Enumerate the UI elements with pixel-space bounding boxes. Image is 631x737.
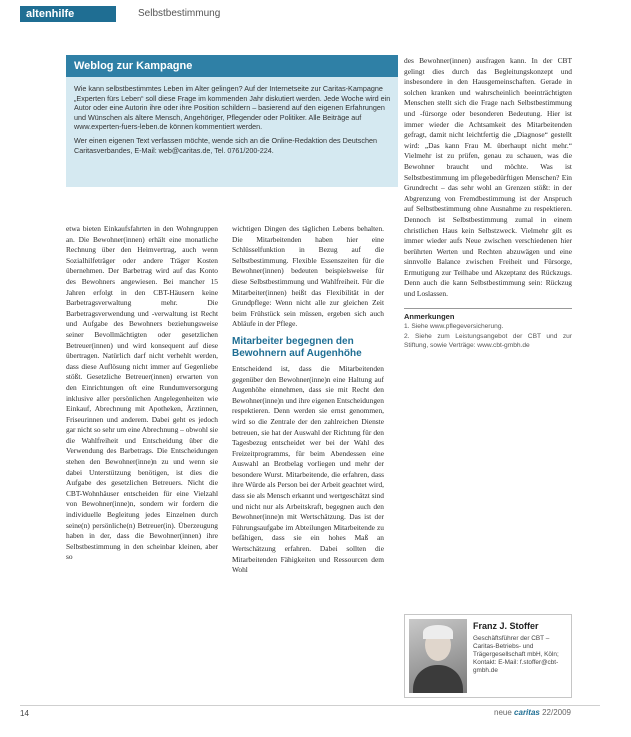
note-item: 1. Siehe www.pflegeversicherung.: [404, 323, 504, 331]
subheading: Mitarbeiter begegnen den Bewohnern auf Augenhöhe: [232, 335, 362, 359]
column-text: des Bewohner(innen) ausfragen kann. In der CBT gelingt dies durch das Begleitungskonzept und insbesondere in den Hausgemeinschaften. Gerade in solchen kranken und wahrscheinlich beeinträchtigten Menschen stellt sich die Frage nach Selbstbestimmung und -fürsorge oder besonderen Bedeutung. Hier ist immer wieder die Achtsamkeit des Mitarbeitenden gefragt, damit nicht leichtfertig die „Diagnose“ gestellt wird: „Das kann Frau M. überhaupt nicht mehr.“ Vielmehr ist zu prüfen, genau zu schauen, was die Bewohner braucht und möchte. Was ist Selbstbestimmung im pflegebedürftigen Menschen? Ein Grundrecht – das sehr wohl an Grenzen stößt: in der Abgrenzung von Fremdbestimmung ist der Anspruch auf Selbstbestimmung ohne Ausnahme zu respektieren. Dennoch ist Selbstbestimmung zumal in einem christlichen Haus kein Selbstzweck. Vielmehr gilt es immer wieder aufs Neue zwischen verschiedenen hier berührten Werten und Rechten abzuwägen und eine sinnvolle Balance zwischen Freiheit und Fürsorge, Ermutigung zur Teilhabe und Akzeptanz des Rückzugs. Denn auch die kann Selbstbestimmung sein: Rückzug und Loslassen.: [404, 56, 572, 299]
section-tag: altenhilfe: [20, 6, 116, 22]
publication-name: caritas: [514, 708, 540, 717]
page-number: 14: [20, 709, 29, 718]
publication-footer: [494, 708, 571, 717]
info-box-paragraph: Wie kann selbstbestimmtes Leben im Alter gelingen? Auf der Internetseite zur Caritas-Kampagne „Experten fürs Leben“ soll diese Frage im kommenden Jahr diskutiert werden. Jede Woche wird ein Autor oder eine Autorin ihre oder ihre Position schildern – basierend auf den eigenen Erfahrungen und Wünschen als ältere Mensch, Angehöriger, Pflegender oder Politiker. Alle Beiträge auf www.experten-fuers-leben.de können kommentiert werden.: [74, 84, 391, 132]
notes-list: [404, 322, 572, 351]
column-text: wichtigen Dingen des täglichen Lebens behalten. Die Mitarbeitenden haben hier eine Schlüsselfunktion in Bezug auf die Selbstbestimmung. Flexible Essenszeiten für die Bewohner(innen) bedeuten beispielsweise für diese Selbstbestimmung und Wahlfreiheit. Für die Mitarbeiter(innen) heißt das Flexibilität in der Grundpflege: Wenn nicht alle zur gleichen Zeit beim Frühstück sein müssen, ergeben sich auch Abläufe in der Pflege.: [232, 224, 384, 329]
page-header: [20, 6, 600, 22]
author-photo: [409, 619, 467, 693]
footer-divider: [20, 705, 600, 706]
article-column-2: [232, 224, 384, 576]
author-box: [404, 614, 572, 698]
info-box-body: [74, 84, 392, 159]
section-subtitle: Selbstbestimmung: [138, 8, 221, 19]
weblog-info-box: [66, 55, 398, 187]
notes-heading: Anmerkungen: [404, 308, 572, 323]
info-box-title: Weblog zur Kampagne: [66, 55, 398, 77]
column-text: Entscheidend ist, dass die Mitarbeitenden gegenüber den Bewohner(inne)n eine Haltung auf Augenhöhe einnehmen, dass sie mit Recht den Bewohner(inne)n und ihre eigenen Entscheidungen respektieren. Denn werden sie ernst genommen, wird so die Zentrale der den zahlreichen Dienste betreuen, sie hat der Auswahl der Richtung für den Tagesbezug entscheidet wer bei der Wahl des Freizeitprogramms, für beim Abendessen eine Auswahl an Brotbelag vorliegen und mehr der besondere Wurst. Mitarbeitende, die erfahren, dass ihre Würde als Person bei der Arbeit geachtet wird, dass sie als Mensch erkannt und wertgeschätzt sind und nicht nur als Arbeitskraft, begegnen auch den Bewohner(inne)n mit Wertschätzung. Das ist der Führungsaufgabe im Abteilungen Mitarbeitende zu befähigen, dass sie ein hohes Maß an Wertschätzung erfahren. Dabei sollten die Mitarbeitenden Fähigkeiten und Ressourcen dem Wohl: [232, 363, 384, 575]
author-bio: Geschäftsführer der CBT – Caritas-Betriebs- und Trägergesellschaft mbH, Köln; Kontakt: E-Mail: f.stoffer@cbt-gmbh.de: [473, 635, 559, 674]
publication-prefix: neue: [494, 708, 512, 717]
note-item: 2. Siehe zum Leistungsangebot der CBT und zur Stiftung, sowie Verträge: www.cbt-gmbh.de: [404, 332, 572, 350]
info-box-paragraph: Wer einen eigenen Text verfassen möchte, wende sich an die Online-Redaktion des Deutschen Caritasverbandes, E-Mail: web@caritas.de, Tel. 0761/200-224.: [74, 135, 377, 155]
issue-number: 22/2009: [542, 708, 571, 717]
column-text: etwa bieten Einkaufsfahrten in den Wohngruppen an. Die Bewohner(innen) erhält eine monatliche Rechnung über den Heimvertrag, auch wenn Sozialhilfeträger oder andere Träger Kosten übernehmen. Der Barbetrag wird auf das Konto des Bewohners angewiesen. Bei mancher 15 Jahren erfolgt in den CBT-Häusern keine Barbetragsverwaltung mehr. Die Barbetragsverwendung und -verwaltung ist Recht und Aufgabe des Bewohners beziehungsweise seiner Bevollmächtigten oder gesetzlichen Betreuer(innen) und wird konsequent auf diese übertragen. Natürlich darf nicht verhehlt werden, dass diese Auflösung nicht immer auf Gegenliebe stößt. Gesetzliche Betreuer(innen) erwarten von den Einrichtungen oft eine Rundumversorgung inklusive aller persönlichen Angelegenheiten wie Einkauf, Abrechnung mit Apotheken, Ärztinnen, Friseurinnen und anderem. Dabei geht es jedoch gar nicht so sehr um eine Abrechnung – obwohl sie die Wahlfreiheit und Entscheidung über die Verwendung des Barbetrags. Die Entscheidungen stehen den Bewohner(inne)n zu und wenn sie dabei Unterstützung benötigen, ist dies die Aufgabe des gesetzlichen Betreuers. Nicht die CBT-Wohnhäuser entscheiden für eine Vielzahl von Bewohner(inne)n, sondern wir fordern die individuelle Begleitung jedes Einzelnen durch seine(n) persönliche(n) Betreuer(in). Überzeugung haben in der, dass die Bewohner(innen) ihre Selbstbestimmung in den scheinbar kleinen, aber so: [66, 224, 218, 562]
article-column-1: [66, 224, 218, 563]
author-name: Franz J. Stoffer: [473, 621, 539, 631]
article-column-3: [404, 56, 572, 351]
